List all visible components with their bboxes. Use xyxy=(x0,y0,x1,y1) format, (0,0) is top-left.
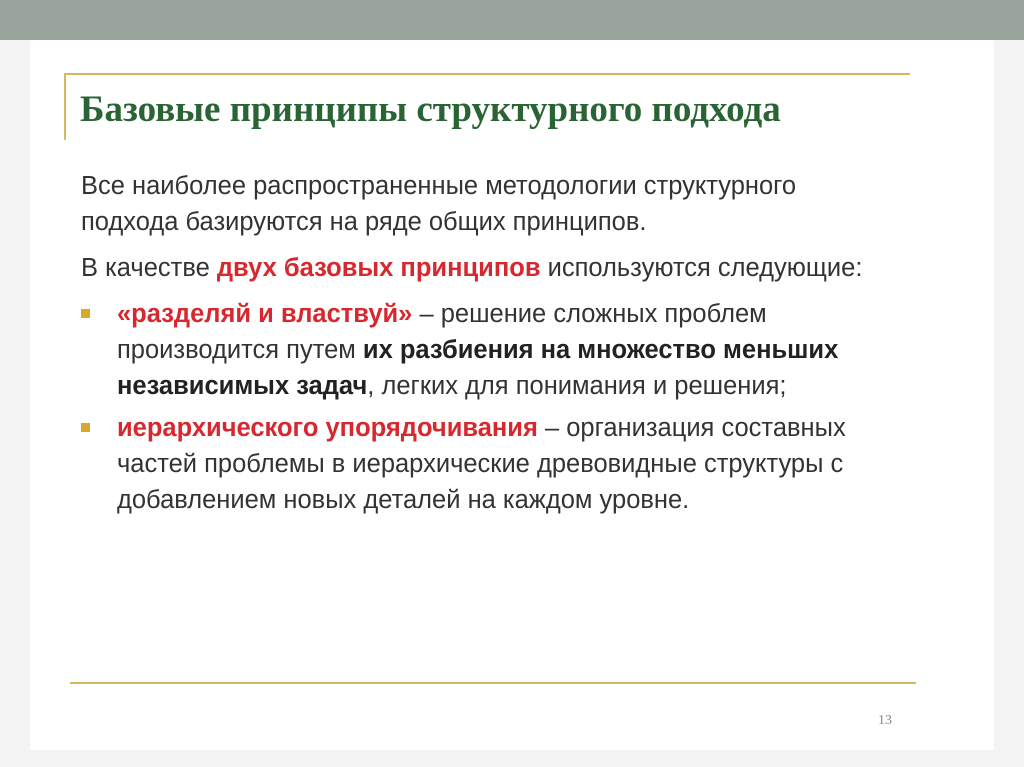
square-bullet-icon xyxy=(81,423,90,432)
bullet-bold: их разбиения на множество меньших независимых задач xyxy=(117,336,839,400)
list-item xyxy=(81,296,881,404)
principles-paragraph xyxy=(81,250,881,286)
bullet-text: – решение сложных проблем производится путем xyxy=(117,300,767,364)
principles-prefix: В качестве xyxy=(81,254,217,282)
bullet-text-end: , легких для понимания и решения; xyxy=(367,372,787,400)
principles-list xyxy=(81,296,881,518)
principles-suffix: используются следующие: xyxy=(540,254,863,282)
slide-content xyxy=(81,168,881,524)
bottom-rule xyxy=(70,682,916,684)
top-bar xyxy=(0,0,1024,40)
intro-paragraph: Все наиболее распространенные методологии структурного подхода базируются на ряде общих принципов. xyxy=(81,172,797,236)
bullet-highlight: иерархического упорядочивания xyxy=(117,414,538,442)
bullet-highlight: «разделяй и властвуй» xyxy=(117,300,413,328)
square-bullet-icon xyxy=(81,309,90,318)
page-number: 13 xyxy=(878,713,892,728)
list-item xyxy=(81,410,881,518)
principles-highlight: двух базовых принципов xyxy=(216,254,541,282)
bullet-text: – организация составных частей проблемы в иерархические древовидные структуры с добавлением новых деталей на каждом уровне. xyxy=(117,414,846,514)
slide-title: Базовые принципы структурного подхода xyxy=(80,89,781,130)
